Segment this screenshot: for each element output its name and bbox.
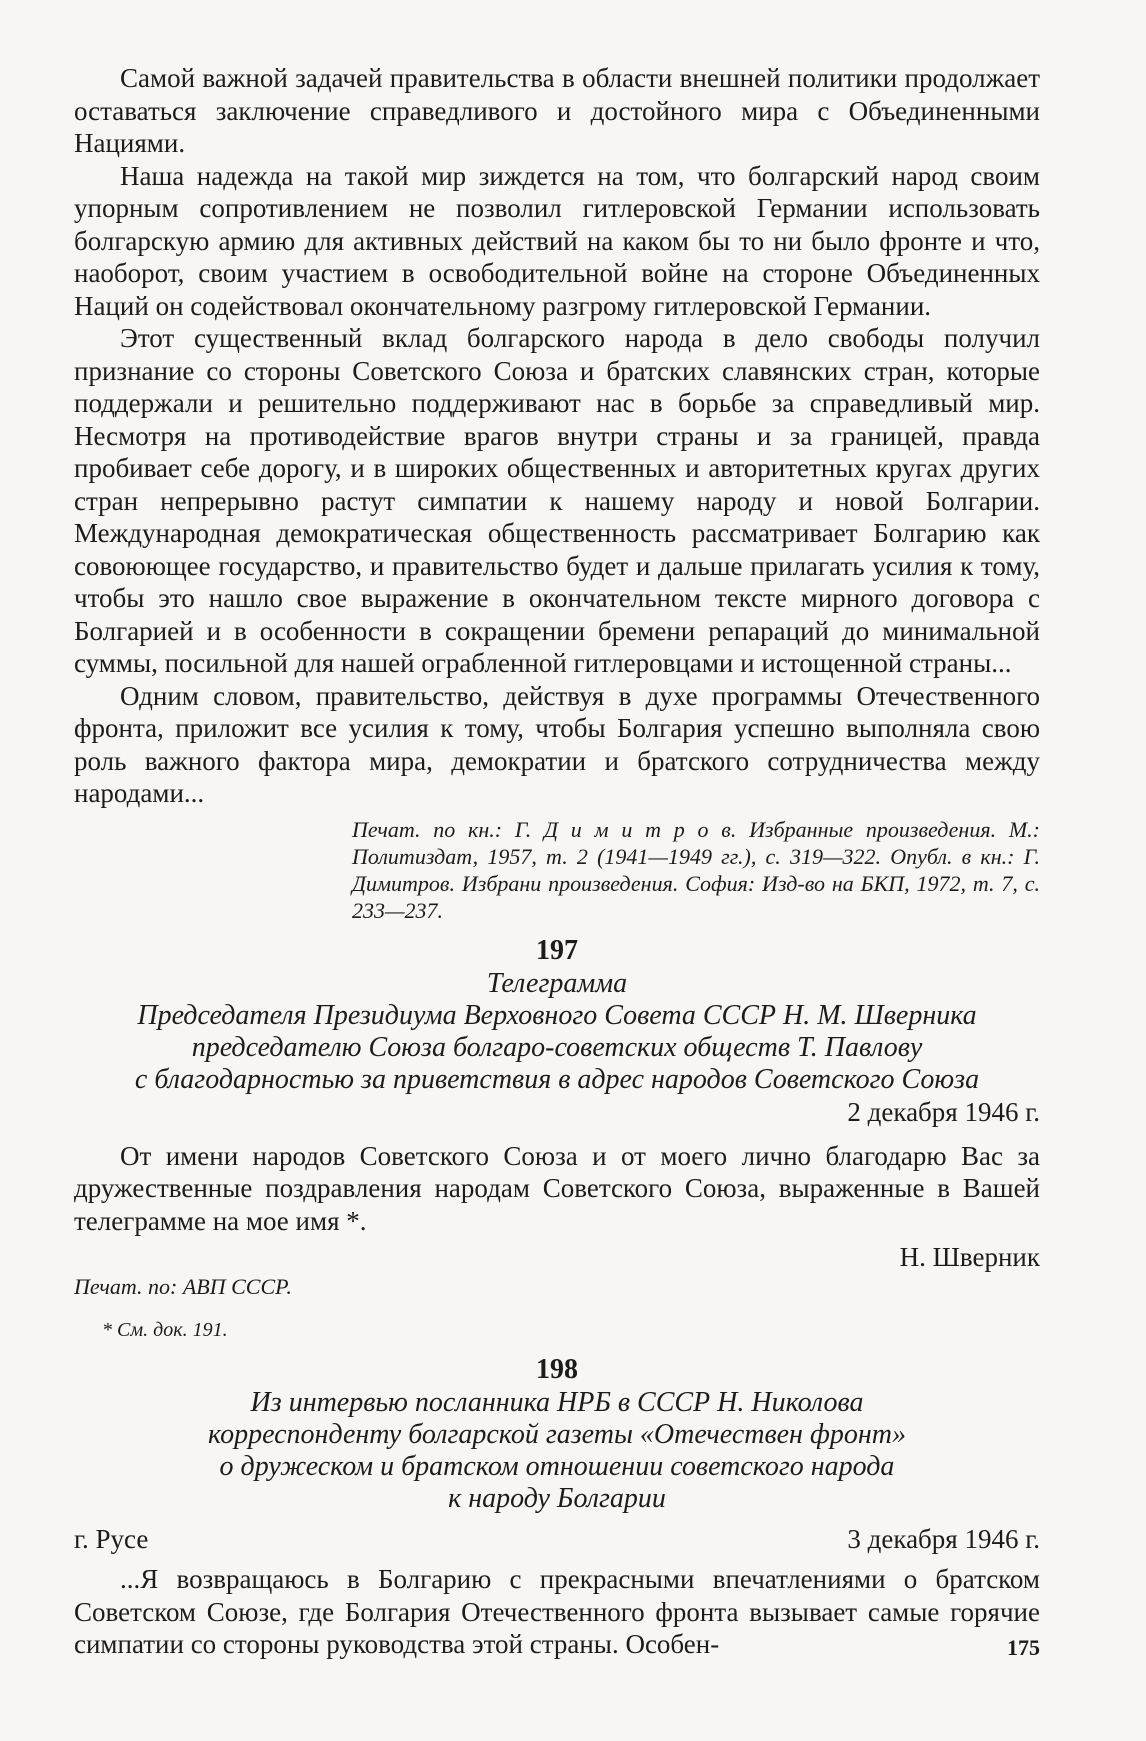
- paragraph: Одним словом, правительство, действуя в духе программы Отечественного фронта, приложит все усилия к тому, чтобы Болгария успешно выполняла свою роль важного фактора мира, демократии и братского сотрудничества между народами...: [74, 680, 1040, 808]
- telegram-body: От имени народов Советского Союза и от моего лично благодарю Вас за дружественные поздравления народам Советского Союза, выраженные в Вашей телеграмме на мое имя *.: [74, 1140, 1040, 1236]
- paragraph: Самой важной задачей правительства в области внешней политики продолжает оставаться заключение справедливого и достойного мира с Объединенными Нациями.: [74, 63, 1040, 158]
- document-heading-line: к народу Болгарии: [448, 1483, 666, 1514]
- document-date: 2 декабря 1946 г.: [847, 1096, 1040, 1127]
- text-column: [74, 62, 1040, 1661]
- document-heading-line: с благодарностью за приветствия в адрес народов Советского Союза: [134, 1063, 980, 1095]
- document-title: Телеграмма: [486, 967, 628, 999]
- document-heading-line: Из интервью посланника НРБ в СССР Н. Николова: [250, 1387, 864, 1418]
- document-number: 197: [536, 934, 578, 966]
- source-note: Печат. по кн.: Г. Д и м и т р о в. Избранные произведения. М.: Политиздат, 1957, т. 2 (1941—1949 гг.), с. 319—322. Опубл. в кн.: Г. Димитров. Избрани произведения. София: Изд-во на БКП, 1972, т. 7, с. 233—237.: [352, 816, 1040, 923]
- footnote: * См. док. 191.: [102, 1319, 228, 1341]
- paragraph: Этот существенный вклад болгарского народа в дело свободы получил признание со стороны Советского Союза и братских славянских стран, которые поддержали и решительно поддерживают нас в борьбе за справедливый мир. Несмотря на противодействие врагов внутри страны и за границей, правда пробивает себе дорогу, и в широких общественных и авторитетных кругах других стран непрерывно растут симпатии к нашему народу и новой Болгарии. Международная демократическая общественность рассматривает Болгарию как совоюющее государство, и правительство будет и дальше прилагать усилия к тому, чтобы это нашло свое выражение в окончательном тексте мирного договора с Болгарией и в особенности в сокращении бремени репараций до минимальной суммы, посильной для нашей ограбленной гитлеровцами и истощенной страны...: [74, 323, 1040, 678]
- signature: Н. Шверник: [899, 1242, 1040, 1272]
- document-number: 198: [536, 1354, 578, 1385]
- page-number: 175: [1007, 1635, 1040, 1660]
- paragraph: Наша надежда на такой мир зиждется на том, что болгарский народ своим упорным сопротивлением не позволил гитлеровской Германии использовать болгарскую армию для активных действий на каком бы то ни было фронте и что, наоборот, своим участием в освободительной войне на стороне Объединенных Наций он содействовал окончательному разгрому гитлеровской Германии.: [74, 160, 1040, 321]
- document-heading-line: о дружеском и братском отношении советского народа: [219, 1451, 895, 1482]
- document-heading-line: Председателя Президиума Верховного Совета СССР Н. М. Шверника: [137, 999, 977, 1031]
- document-heading-line: корреспонденту болгарской газеты «Отечествен фронт»: [208, 1419, 906, 1450]
- place-date-row: [74, 1523, 1040, 1555]
- document-heading-line: председателю Союза болгаро-советских обществ Т. Павлову: [191, 1031, 923, 1063]
- document-date: 3 декабря 1946 г.: [847, 1524, 1040, 1554]
- print-source: Печат. по: АВП СССР.: [74, 1274, 292, 1299]
- interview-body: ...Я возвращаюсь в Болгарию с прекрасными впечатлениями о братском Советском Союзе, где Болгария Отечественного фронта вызывает самые горячие симпатии со стороны руководства этой страны. Особен-: [74, 1564, 1040, 1659]
- document-place: г. Русе: [74, 1524, 149, 1554]
